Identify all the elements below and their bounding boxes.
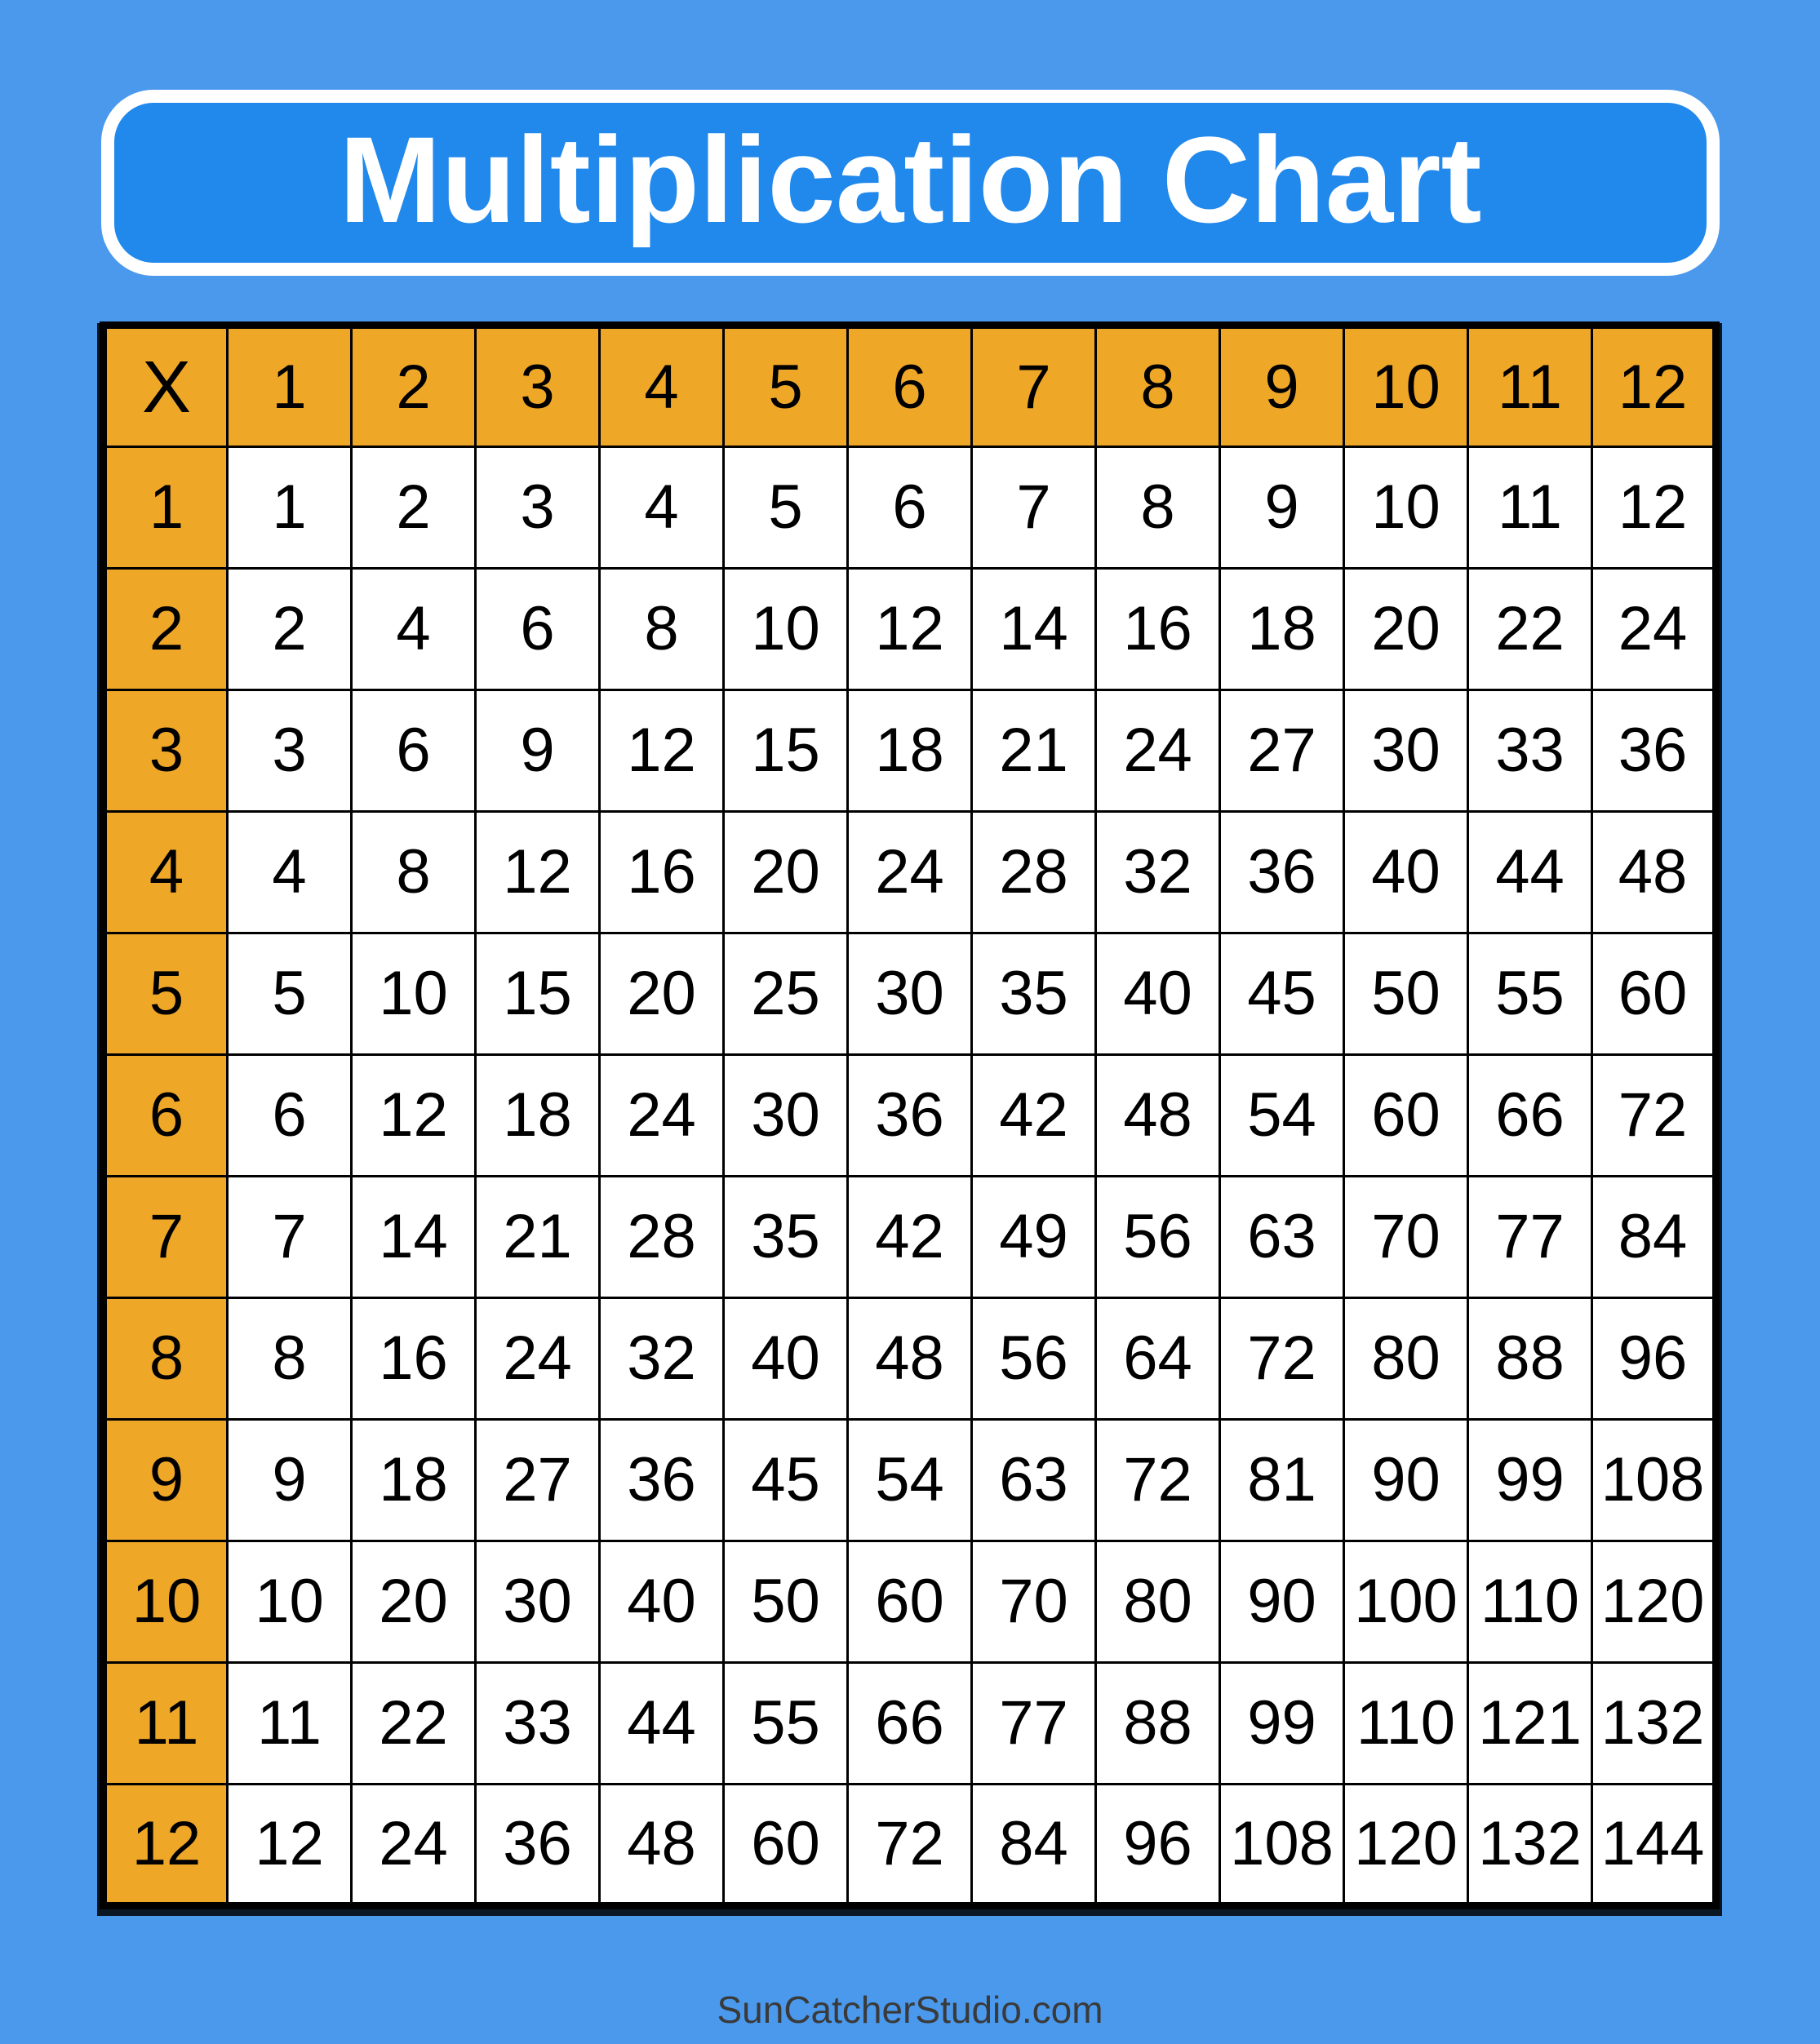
product-cell: 30 <box>848 933 972 1055</box>
product-cell: 15 <box>724 690 848 812</box>
column-header-cell: 8 <box>1096 326 1220 447</box>
product-cell: 18 <box>1220 569 1344 690</box>
product-cell: 2 <box>228 569 352 690</box>
product-cell: 81 <box>1220 1420 1344 1541</box>
product-cell: 48 <box>600 1785 724 1906</box>
product-cell: 32 <box>600 1298 724 1420</box>
product-cell: 10 <box>1344 447 1468 569</box>
product-cell: 15 <box>476 933 600 1055</box>
product-cell: 8 <box>1096 447 1220 569</box>
product-cell: 40 <box>724 1298 848 1420</box>
corner-cell: X <box>104 326 228 447</box>
title-banner <box>101 90 1720 276</box>
table-row <box>104 1663 1716 1785</box>
product-cell: 32 <box>1096 812 1220 933</box>
product-cell: 77 <box>972 1663 1096 1785</box>
product-cell: 25 <box>724 933 848 1055</box>
product-cell: 10 <box>724 569 848 690</box>
product-cell: 48 <box>1592 812 1716 933</box>
product-cell: 99 <box>1220 1663 1344 1785</box>
product-cell: 8 <box>352 812 476 933</box>
product-cell: 12 <box>228 1785 352 1906</box>
product-cell: 36 <box>600 1420 724 1541</box>
table-row <box>104 812 1716 933</box>
product-cell: 12 <box>476 812 600 933</box>
product-cell: 50 <box>1344 933 1468 1055</box>
column-header-cell: 2 <box>352 326 476 447</box>
product-cell: 120 <box>1344 1785 1468 1906</box>
product-cell: 42 <box>972 1055 1096 1177</box>
product-cell: 27 <box>1220 690 1344 812</box>
product-cell: 30 <box>476 1541 600 1663</box>
product-cell: 4 <box>600 447 724 569</box>
product-cell: 24 <box>1096 690 1220 812</box>
product-cell: 132 <box>1592 1663 1716 1785</box>
product-cell: 28 <box>972 812 1096 933</box>
product-cell: 12 <box>848 569 972 690</box>
product-cell: 22 <box>1468 569 1592 690</box>
product-cell: 60 <box>1344 1055 1468 1177</box>
table-row <box>104 1541 1716 1663</box>
product-cell: 72 <box>848 1785 972 1906</box>
product-cell: 60 <box>1592 933 1716 1055</box>
product-cell: 1 <box>228 447 352 569</box>
product-cell: 4 <box>228 812 352 933</box>
column-header-cell: 7 <box>972 326 1096 447</box>
row-header-cell: 9 <box>104 1420 228 1541</box>
product-cell: 48 <box>1096 1055 1220 1177</box>
row-header-cell: 4 <box>104 812 228 933</box>
product-cell: 36 <box>1220 812 1344 933</box>
table-row <box>104 569 1716 690</box>
product-cell: 18 <box>848 690 972 812</box>
product-cell: 48 <box>848 1298 972 1420</box>
table-row <box>104 1785 1716 1906</box>
product-cell: 72 <box>1592 1055 1716 1177</box>
row-header-cell: 12 <box>104 1785 228 1906</box>
header-row <box>104 326 1716 447</box>
product-cell: 60 <box>724 1785 848 1906</box>
product-cell: 144 <box>1592 1785 1716 1906</box>
product-cell: 108 <box>1220 1785 1344 1906</box>
table-row <box>104 1177 1716 1298</box>
product-cell: 7 <box>972 447 1096 569</box>
product-cell: 36 <box>1592 690 1716 812</box>
table-row <box>104 1420 1716 1541</box>
column-header-cell: 10 <box>1344 326 1468 447</box>
product-cell: 49 <box>972 1177 1096 1298</box>
row-header-cell: 2 <box>104 569 228 690</box>
product-cell: 84 <box>972 1785 1096 1906</box>
row-header-cell: 11 <box>104 1663 228 1785</box>
product-cell: 80 <box>1096 1541 1220 1663</box>
product-cell: 24 <box>848 812 972 933</box>
product-cell: 36 <box>848 1055 972 1177</box>
product-cell: 6 <box>352 690 476 812</box>
column-header-cell: 4 <box>600 326 724 447</box>
product-cell: 88 <box>1096 1663 1220 1785</box>
product-cell: 44 <box>600 1663 724 1785</box>
product-cell: 20 <box>352 1541 476 1663</box>
product-cell: 84 <box>1592 1177 1716 1298</box>
product-cell: 90 <box>1220 1541 1344 1663</box>
product-cell: 63 <box>972 1420 1096 1541</box>
product-cell: 42 <box>848 1177 972 1298</box>
product-cell: 16 <box>352 1298 476 1420</box>
product-cell: 33 <box>1468 690 1592 812</box>
product-cell: 55 <box>724 1663 848 1785</box>
product-cell: 96 <box>1592 1298 1716 1420</box>
product-cell: 4 <box>352 569 476 690</box>
row-header-cell: 7 <box>104 1177 228 1298</box>
product-cell: 110 <box>1468 1541 1592 1663</box>
product-cell: 7 <box>228 1177 352 1298</box>
table-row <box>104 1298 1716 1420</box>
product-cell: 12 <box>1592 447 1716 569</box>
column-header-cell: 11 <box>1468 326 1592 447</box>
product-cell: 45 <box>1220 933 1344 1055</box>
product-cell: 30 <box>724 1055 848 1177</box>
product-cell: 9 <box>476 690 600 812</box>
product-cell: 132 <box>1468 1785 1592 1906</box>
product-cell: 44 <box>1468 812 1592 933</box>
product-cell: 24 <box>476 1298 600 1420</box>
product-cell: 6 <box>228 1055 352 1177</box>
table-row <box>104 690 1716 812</box>
footer-credit: SunCatcherStudio.com <box>717 1989 1103 2031</box>
product-cell: 5 <box>724 447 848 569</box>
product-cell: 22 <box>352 1663 476 1785</box>
product-cell: 70 <box>1344 1177 1468 1298</box>
product-cell: 11 <box>1468 447 1592 569</box>
product-cell: 6 <box>848 447 972 569</box>
product-cell: 90 <box>1344 1420 1468 1541</box>
product-cell: 40 <box>600 1541 724 1663</box>
product-cell: 35 <box>724 1177 848 1298</box>
product-cell: 6 <box>476 569 600 690</box>
product-cell: 16 <box>1096 569 1220 690</box>
product-cell: 70 <box>972 1541 1096 1663</box>
column-header-cell: 3 <box>476 326 600 447</box>
product-cell: 63 <box>1220 1177 1344 1298</box>
product-cell: 11 <box>228 1663 352 1785</box>
product-cell: 10 <box>352 933 476 1055</box>
table-row <box>104 933 1716 1055</box>
product-cell: 66 <box>1468 1055 1592 1177</box>
product-cell: 2 <box>352 447 476 569</box>
column-header-cell: 12 <box>1592 326 1716 447</box>
table-body <box>104 447 1716 1906</box>
row-header-cell: 6 <box>104 1055 228 1177</box>
column-header-cell: 5 <box>724 326 848 447</box>
row-header-cell: 5 <box>104 933 228 1055</box>
product-cell: 24 <box>352 1785 476 1906</box>
product-cell: 99 <box>1468 1420 1592 1541</box>
product-cell: 50 <box>724 1541 848 1663</box>
product-cell: 36 <box>476 1785 600 1906</box>
product-cell: 20 <box>724 812 848 933</box>
product-cell: 14 <box>352 1177 476 1298</box>
product-cell: 56 <box>972 1298 1096 1420</box>
product-cell: 24 <box>600 1055 724 1177</box>
product-cell: 56 <box>1096 1177 1220 1298</box>
column-header-cell: 6 <box>848 326 972 447</box>
product-cell: 18 <box>476 1055 600 1177</box>
product-cell: 54 <box>1220 1055 1344 1177</box>
product-cell: 100 <box>1344 1541 1468 1663</box>
product-cell: 35 <box>972 933 1096 1055</box>
row-header-cell: 10 <box>104 1541 228 1663</box>
product-cell: 18 <box>352 1420 476 1541</box>
product-cell: 64 <box>1096 1298 1220 1420</box>
product-cell: 27 <box>476 1420 600 1541</box>
product-cell: 88 <box>1468 1298 1592 1420</box>
product-cell: 12 <box>352 1055 476 1177</box>
product-cell: 14 <box>972 569 1096 690</box>
table-header <box>104 326 1716 447</box>
product-cell: 96 <box>1096 1785 1220 1906</box>
product-cell: 21 <box>476 1177 600 1298</box>
product-cell: 80 <box>1344 1298 1468 1420</box>
product-cell: 108 <box>1592 1420 1716 1541</box>
product-cell: 40 <box>1096 933 1220 1055</box>
product-cell: 60 <box>848 1541 972 1663</box>
multiplication-table <box>100 321 1720 1909</box>
product-cell: 33 <box>476 1663 600 1785</box>
column-header-cell: 1 <box>228 326 352 447</box>
product-cell: 9 <box>1220 447 1344 569</box>
product-cell: 55 <box>1468 933 1592 1055</box>
product-cell: 12 <box>600 690 724 812</box>
product-cell: 8 <box>228 1298 352 1420</box>
page-title: Multiplication Chart <box>339 111 1482 248</box>
product-cell: 10 <box>228 1541 352 1663</box>
product-cell: 5 <box>228 933 352 1055</box>
product-cell: 16 <box>600 812 724 933</box>
row-header-cell: 3 <box>104 690 228 812</box>
product-cell: 110 <box>1344 1663 1468 1785</box>
row-header-cell: 8 <box>104 1298 228 1420</box>
product-cell: 72 <box>1220 1298 1344 1420</box>
product-cell: 24 <box>1592 569 1716 690</box>
product-cell: 20 <box>1344 569 1468 690</box>
product-cell: 8 <box>600 569 724 690</box>
product-cell: 77 <box>1468 1177 1592 1298</box>
product-cell: 121 <box>1468 1663 1592 1785</box>
table-row <box>104 447 1716 569</box>
product-cell: 45 <box>724 1420 848 1541</box>
product-cell: 9 <box>228 1420 352 1541</box>
product-cell: 66 <box>848 1663 972 1785</box>
product-cell: 20 <box>600 933 724 1055</box>
product-cell: 54 <box>848 1420 972 1541</box>
row-header-cell: 1 <box>104 447 228 569</box>
product-cell: 72 <box>1096 1420 1220 1541</box>
column-header-cell: 9 <box>1220 326 1344 447</box>
product-cell: 3 <box>476 447 600 569</box>
product-cell: 30 <box>1344 690 1468 812</box>
table-row <box>104 1055 1716 1177</box>
product-cell: 28 <box>600 1177 724 1298</box>
product-cell: 21 <box>972 690 1096 812</box>
product-cell: 120 <box>1592 1541 1716 1663</box>
product-cell: 40 <box>1344 812 1468 933</box>
product-cell: 3 <box>228 690 352 812</box>
